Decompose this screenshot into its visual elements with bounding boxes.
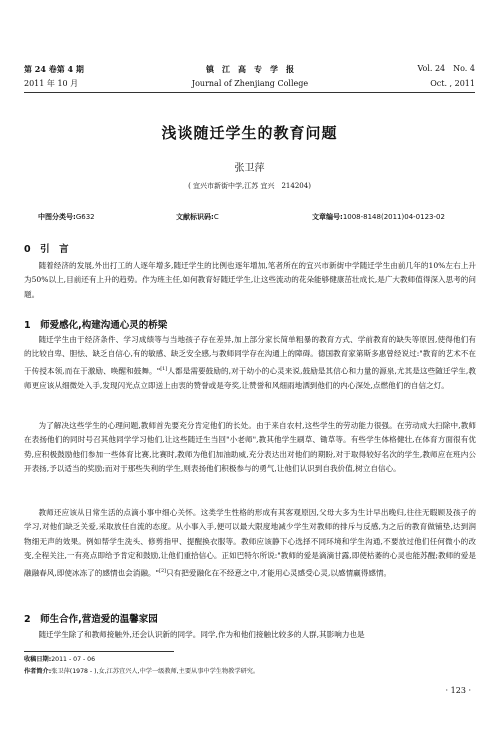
paragraph-2: 为了解决这些学生的心理问题,教师首先要充分肯定他们的长处。由于来自农村,这些学生的劳动能力很强。在劳动成大扫除中,教师在表扬他们的同时号召其他同学学习他们,让这些随迁生当回"小老师",教其他学生刷草、锄草等。有些学生体格健壮,在体育方面很有优势,应积极鼓励他们参加一些体育比赛,比赛时,教师为他们加油助威,充分表达出对他们的期盼,对于取得较好名次的学生,教师应在班内公开表扬,予以适当的奖励;而对于那些失利的学生,则表扬他们积极参与的勇气,让他们认识到自我价值,树立自信心。	[24, 421, 476, 474]
document-code: 文献标识码:C	[176, 213, 219, 221]
journal-name-cn: 镇 江 高 专 学 报	[206, 64, 294, 74]
paragraph-1: 随迁学生由于经济条件、学习成绩等与当地孩子存在差异,加上部分家长简单粗暴的教育方式、学前教育的缺失等原因,使得他们有的比较自卑、胆怯、缺乏自信心,有的敏感、缺乏安全感,与教师同学存在沟通上的障碍。德国教育家第斯多惠曾经说过:"教育的艺术不在于传授本领,而在于激励、唤醒和鼓舞。"[1]人都是需要鼓励的,对于幼小的心灵来说,鼓励是其信心和力量的源泉,尤其是这些随迁学生,教师更应该从细微处入手,发现闪光点立即送上由衷的赞誉或是夸奖,让赞誉和风细雨地洒到他们的内心深处,点燃他们的自信之灯。	[24, 335, 477, 390]
volume-issue-cn: 第 24 卷第 4 期	[24, 64, 84, 74]
citation-1: [1]	[160, 365, 168, 372]
page-number: · 123 ·	[445, 686, 471, 695]
clc-number: 中图分类号:G632	[38, 213, 95, 221]
paragraph-4: 随迁学生除了和教师接触外,还会认识新的同学。同学,作为和他们接触比较多的人群,其影响力也是	[38, 630, 365, 639]
date-en: Oct. , 2011	[430, 79, 475, 88]
section-heading-intro: 0 引 言	[24, 244, 69, 255]
journal-name-en: Journal of Zhenjiang College	[191, 79, 309, 88]
footnote-rule	[24, 651, 174, 652]
section-heading-1: 1 师爱感化,构建沟通心灵的桥梁	[24, 320, 168, 331]
article-author: 张卫萍	[234, 163, 265, 174]
paragraph-3: 教师还应该从日常生活的点滴小事中细心关怀。这类学生性格的形成有其客观原因,父母大多为生计早出晚归,往往无暇顾及孩子的学习,对他们缺乏关爱,采取放任自流的态度。从小事入手,便可以最大限度地减少学生对教师的排斥与反感,为之后的教育做铺垫,达到润物细无声的效果。例如帮学生洗头、修剪指甲、提醒换衣服等。教师应该静下心选择不同环境和学生沟通,不要放过他们任何微小的改变,全程关注,一有亮点即给予肯定和鼓励,让他们重拾信心。正如巴特尔所说:"教师的爱是滴滴甘露,即使枯萎的心灵也能苏醒;教师的爱是融融春风,即使冰冻了的感情也会消融。"[2]只有把爱融化在不经意之中,才能用心灵感受心灵,以感情赢得感情。	[24, 508, 476, 578]
citation-2: [2]	[159, 567, 167, 574]
author-bio: 作者简介:张卫萍(1978 - ),女,江苏宜兴人,中学一级教师,主要从事中学生物教学研究。	[24, 668, 260, 675]
paragraph-intro: 随着经济的发展,外出打工的人逐年增多,随迁学生的比例也逐年增加,笔者所在的宜兴市新街中学随迁学生由前几年的10%左右上升为50%以上,目前还有上升的趋势。作为班主任,如何教育好随迁学生,让这些流动的花朵能够健康茁壮成长,是广大教师值得深入思考的问题。	[24, 261, 476, 299]
section-heading-2: 2 师生合作,营造爱的温馨家园	[24, 614, 158, 625]
article-number: 文章编号:1008-8148(2011)04-0123-02	[312, 213, 445, 221]
date-cn: 2011 年 10 月	[24, 79, 79, 88]
article-title: 浅谈随迁学生的教育问题	[161, 124, 338, 142]
author-affiliation: ( 宜兴市新街中学,江苏 宜兴 214204)	[188, 182, 311, 190]
received-date: 收稿日期:2011 - 07 - 06	[24, 656, 96, 663]
header-rule	[24, 92, 475, 93]
volume-issue-en: Vol. 24 No. 4	[417, 64, 475, 73]
